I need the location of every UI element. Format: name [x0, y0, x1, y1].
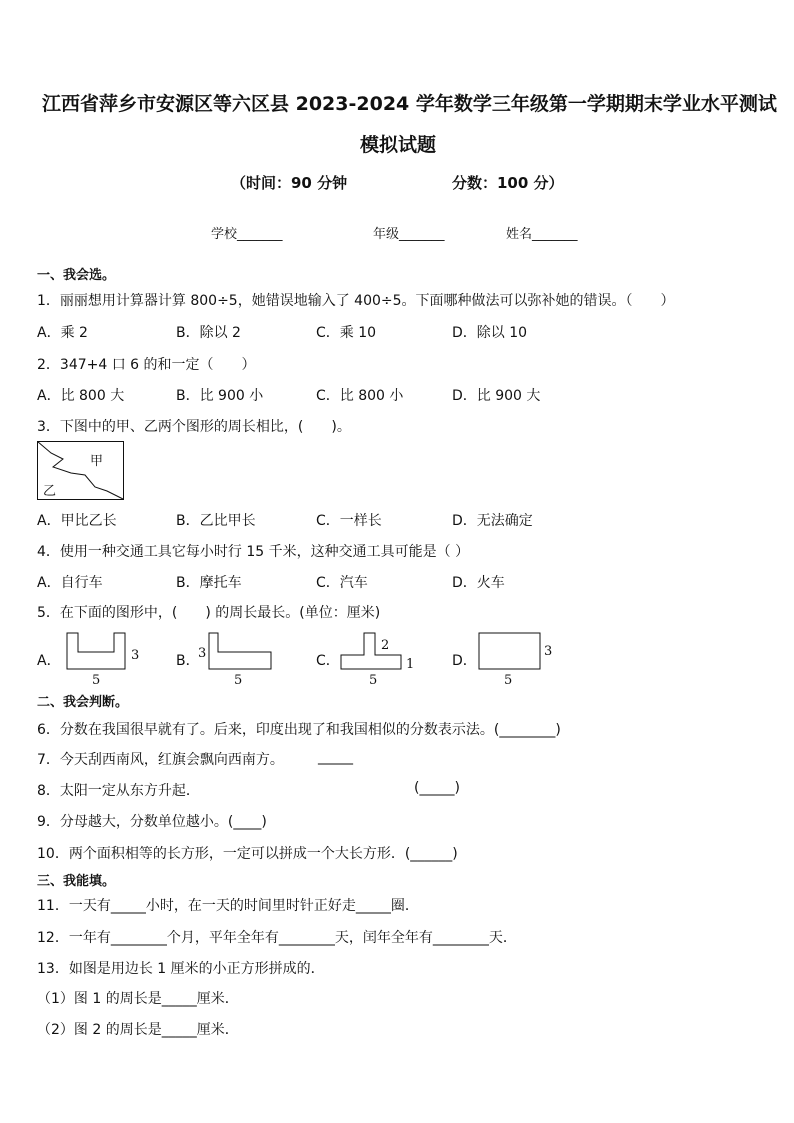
- exam-time: （时间：90 分钟: [231, 174, 348, 192]
- q1-option-b[interactable]: B．除以 2: [176, 325, 241, 341]
- q4-option-b[interactable]: B．摩托车: [176, 575, 242, 591]
- question-13-part-1: （1）图 1 的周长是_____厘米．: [37, 991, 239, 1007]
- q4-option-a[interactable]: A．自行车: [37, 575, 103, 591]
- question-9: 9．分母越大，分数单位越小。(____): [37, 814, 267, 830]
- q1-option-d[interactable]: D．除以 10: [452, 325, 528, 341]
- question-7: 7．今天刮西南风，红旗会飘向西南方。: [37, 752, 284, 768]
- q5-figure-b: [198, 632, 278, 688]
- q1-option-c[interactable]: C．乘 10: [316, 325, 377, 341]
- question-5: 5．在下面的图形中，( ) 的周长最长。(单位：厘米): [37, 605, 381, 621]
- question-11: 11．一天有_____小时，在一天的时间里时针正好走_____圈．: [37, 898, 419, 914]
- q2-option-c[interactable]: C．比 800 小: [316, 388, 404, 404]
- q2-option-d[interactable]: D．比 900 大: [452, 388, 541, 404]
- q2-option-b[interactable]: B．比 900 小: [176, 388, 264, 404]
- svg-text:5: 5: [234, 673, 243, 688]
- page-title-line2: 模拟试题: [360, 134, 437, 156]
- q3-option-c[interactable]: C．一样长: [316, 513, 382, 529]
- exam-score: 分数：100 分）: [452, 174, 564, 192]
- q4-option-d[interactable]: D．火车: [452, 575, 505, 591]
- question-12: 12．一年有________个月，平年全年有________天，闰年全年有________天．: [37, 930, 517, 946]
- q5-option-c[interactable]: C．: [316, 653, 340, 669]
- q5-option-a[interactable]: A．: [37, 653, 61, 669]
- svg-text:5: 5: [92, 673, 101, 688]
- q5-figure-c: [340, 630, 420, 688]
- question-13: 13．如图是用边长 1 厘米的小正方形拼成的．: [37, 961, 325, 977]
- svg-text:1: 1: [406, 657, 415, 672]
- q3-option-d[interactable]: D．无法确定: [452, 513, 533, 529]
- school-field[interactable]: 学校_______: [211, 227, 283, 242]
- question-13-part-2: （2）图 2 的周长是_____厘米．: [37, 1022, 239, 1038]
- q5-figure-d: [478, 632, 558, 688]
- question-10: 10．两个面积相等的长方形，一定可以拼成一个大长方形．(______): [37, 846, 458, 862]
- question-4: 4．使用一种交通工具它每小时行 15 千米，这种交通工具可能是（ ）: [37, 544, 470, 560]
- section-heading-3: 三、我能填。: [37, 874, 116, 889]
- q3-option-a[interactable]: A．甲比乙长: [37, 513, 117, 529]
- q8-answer-blank[interactable]: (_____): [414, 780, 460, 796]
- question-1: 1．丽丽想用计算器计算 800÷5，她错误地输入了 400÷5。下面哪种做法可以弥补她的错误。（ ）: [37, 293, 675, 309]
- svg-text:5: 5: [369, 673, 378, 688]
- svg-text:3: 3: [544, 644, 553, 659]
- section-heading-2: 二、我会判断。: [37, 695, 129, 710]
- q5-option-d[interactable]: D．: [452, 653, 477, 669]
- q5-figure-a: [66, 632, 146, 688]
- grade-field[interactable]: 年级_______: [373, 227, 445, 242]
- page-title: 江西省萍乡市安源区等六区县 2023-2024 学年数学三年级第一学期期末学业水平测试: [42, 93, 777, 115]
- svg-text:5: 5: [504, 673, 513, 688]
- question-3: 3．下图中的甲、乙两个图形的周长相比，( )。: [37, 419, 351, 435]
- question-6: 6．分数在我国很早就有了。后来，印度出现了和我国相似的分数表示法。(________): [37, 722, 561, 738]
- svg-text:3: 3: [131, 648, 140, 663]
- q5-option-b[interactable]: B．: [176, 653, 200, 669]
- q3-figure: [37, 441, 125, 501]
- q3-label-yi: 乙: [43, 484, 57, 499]
- q4-option-c[interactable]: C．汽车: [316, 575, 368, 591]
- question-8: 8．太阳一定从东方升起．: [37, 783, 200, 799]
- q1-option-a[interactable]: A．乘 2: [37, 325, 88, 341]
- svg-text:3: 3: [198, 646, 207, 661]
- name-field[interactable]: 姓名_______: [506, 227, 578, 242]
- section-heading-1: 一、我会选。: [37, 268, 116, 283]
- q2-option-a[interactable]: A．比 800 大: [37, 388, 125, 404]
- q3-label-jia: 甲: [90, 454, 104, 469]
- question-2: 2．347+4 口 6 的和一定（ ）: [37, 357, 256, 373]
- svg-text:2: 2: [381, 638, 390, 653]
- q3-option-b[interactable]: B．乙比甲长: [176, 513, 256, 529]
- q7-answer-blank[interactable]: _____: [318, 749, 353, 765]
